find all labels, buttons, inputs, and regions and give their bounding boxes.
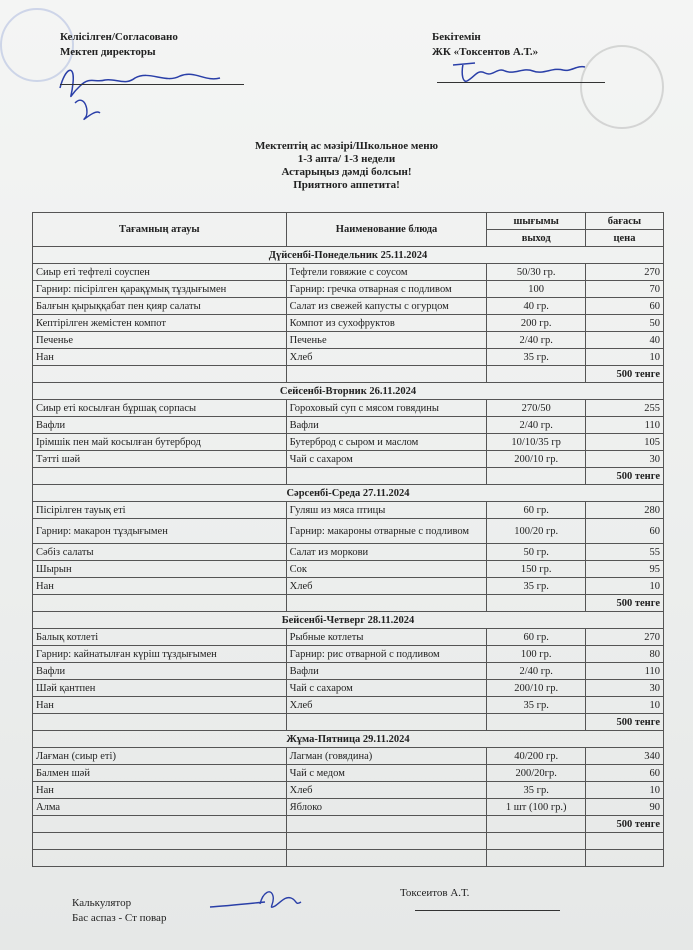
dish-price: 55 (585, 544, 663, 561)
dish-name-kz: Балмен шәй (33, 765, 287, 782)
approval-right-line1: Бекітемін (432, 31, 481, 43)
dish-name-kz: Балық котлеті (33, 629, 287, 646)
header-price-kz: бағасы (585, 213, 663, 230)
dish-output: 2/40 гр. (487, 332, 585, 349)
menu-item-row (33, 578, 664, 595)
footer-left-line2: Бас аспаз - Ст повар (72, 912, 167, 924)
dish-output: 2/40 гр. (487, 417, 585, 434)
total-empty-cell (487, 366, 585, 383)
total-empty-cell (487, 468, 585, 485)
empty-cell (33, 833, 287, 850)
dish-price: 70 (585, 281, 663, 298)
dish-output: 270/50 (487, 400, 585, 417)
dish-price: 280 (585, 502, 663, 519)
dish-output: 35 гр. (487, 782, 585, 799)
menu-body (33, 247, 664, 867)
dish-name-kz: Сиыр еті косылған бұршақ сорпасы (33, 400, 287, 417)
dish-price: 110 (585, 417, 663, 434)
dish-price: 80 (585, 646, 663, 663)
dish-price: 30 (585, 451, 663, 468)
header-dish-kz: Тағамның атауы (33, 213, 287, 247)
day-total: 500 тенге (585, 714, 663, 731)
total-empty-cell (286, 595, 487, 612)
total-empty-cell (487, 816, 585, 833)
dish-output: 60 гр. (487, 502, 585, 519)
dish-price: 10 (585, 349, 663, 366)
dish-name-ru: Хлеб (286, 697, 487, 714)
dish-name-kz: Сиыр еті тефтелі соуспен (33, 264, 287, 281)
dish-output: 40/200 гр. (487, 748, 585, 765)
menu-item-row (33, 680, 664, 697)
menu-item-row (33, 646, 664, 663)
dish-name-kz: Гарнир: пісірілген қарақұмық тұздығымен (33, 281, 287, 298)
dish-price: 270 (585, 629, 663, 646)
menu-item-row (33, 264, 664, 281)
director-signature-line (60, 84, 244, 85)
cook-signature (205, 882, 305, 917)
dish-name-ru: Вафли (286, 417, 487, 434)
menu-item-row (33, 400, 664, 417)
dish-price: 10 (585, 697, 663, 714)
menu-item-row (33, 544, 664, 561)
title-line2: 1-3 апта/ 1-3 недели (297, 153, 396, 165)
approval-left-line2: Мектеп директоры (60, 46, 156, 58)
menu-item-row (33, 298, 664, 315)
dish-price: 60 (585, 765, 663, 782)
day-total-row (33, 714, 664, 731)
menu-item-row (33, 502, 664, 519)
dish-price: 60 (585, 519, 663, 544)
footer-left (72, 896, 166, 926)
title-line4: Приятного аппетита! (293, 179, 400, 191)
dish-name-ru: Гарнир: гречка отварная с подливом (286, 281, 487, 298)
dish-output: 60 гр. (487, 629, 585, 646)
dish-price: 105 (585, 434, 663, 451)
dish-name-ru: Рыбные котлеты (286, 629, 487, 646)
dish-name-kz: Вафли (33, 417, 287, 434)
menu-title (0, 140, 693, 192)
dish-output: 35 гр. (487, 697, 585, 714)
day-header-row (33, 485, 664, 502)
dish-output: 150 гр. (487, 561, 585, 578)
dish-price: 60 (585, 298, 663, 315)
header-price-ru: цена (585, 230, 663, 247)
day-header-row (33, 247, 664, 264)
dish-price: 95 (585, 561, 663, 578)
day-title: Жұма-Пятница 29.11.2024 (33, 731, 664, 748)
total-empty-cell (33, 468, 287, 485)
total-empty-cell (33, 595, 287, 612)
dish-output: 35 гр. (487, 349, 585, 366)
dish-name-kz: Печенье (33, 332, 287, 349)
dish-name-ru: Хлеб (286, 578, 487, 595)
approver-signature (445, 55, 605, 90)
dish-name-kz: Нан (33, 782, 287, 799)
dish-price: 255 (585, 400, 663, 417)
header-dish-ru: Наименование блюда (286, 213, 487, 247)
dish-name-ru: Тефтели говяжие с соусом (286, 264, 487, 281)
dish-name-kz: Нан (33, 578, 287, 595)
dish-name-kz: Сәбіз салаты (33, 544, 287, 561)
dish-price: 10 (585, 782, 663, 799)
dish-output: 1 шт (100 гр.) (487, 799, 585, 816)
dish-name-ru: Чай с медом (286, 765, 487, 782)
dish-name-ru: Чай с сахаром (286, 451, 487, 468)
dish-name-kz: Алма (33, 799, 287, 816)
empty-cell (585, 850, 663, 867)
title-line1: Мектептің ас мәзірі/Школьное меню (254, 140, 439, 152)
dish-output: 100 (487, 281, 585, 298)
menu-item-row (33, 434, 664, 451)
dish-output: 200/10 гр. (487, 451, 585, 468)
day-total-row (33, 468, 664, 485)
dish-price: 270 (585, 264, 663, 281)
menu-item-row (33, 332, 664, 349)
empty-cell (286, 833, 487, 850)
total-empty-cell (286, 816, 487, 833)
dish-output: 100/20 гр. (487, 519, 585, 544)
dish-name-kz: Шәй қантпен (33, 680, 287, 697)
day-title: Дүйсенбі-Понедельник 25.11.2024 (33, 247, 664, 264)
empty-cell (487, 850, 585, 867)
dish-output: 200 гр. (487, 315, 585, 332)
dish-name-kz: Гарнир: макарон тұздығымен (33, 519, 287, 544)
dish-output: 50 гр. (487, 544, 585, 561)
dish-name-ru: Сок (286, 561, 487, 578)
total-empty-cell (286, 468, 487, 485)
menu-item-row (33, 663, 664, 680)
day-header-row (33, 731, 664, 748)
dish-name-kz: Шырын (33, 561, 287, 578)
dish-name-ru: Гороховый суп с мясом говядины (286, 400, 487, 417)
footer-left-line1: Калькулятор (72, 897, 132, 909)
dish-name-kz: Кептірілген жемістен компот (33, 315, 287, 332)
dish-price: 340 (585, 748, 663, 765)
dish-name-kz: Нан (33, 349, 287, 366)
dish-name-kz: Лағман (сиыр еті) (33, 748, 287, 765)
dish-price: 30 (585, 680, 663, 697)
dish-name-kz: Балғын қырыққабат пен қияр салаты (33, 298, 287, 315)
dish-output: 200/10 гр. (487, 680, 585, 697)
empty-cell (487, 833, 585, 850)
empty-cell (33, 850, 287, 867)
dish-name-ru: Яблоко (286, 799, 487, 816)
approval-right-line2: ЖК «Токсентов А.Т.» (432, 46, 539, 58)
empty-cell (286, 850, 487, 867)
dish-price: 110 (585, 663, 663, 680)
dish-name-ru: Вафли (286, 663, 487, 680)
dish-name-kz: Тәтті шәй (33, 451, 287, 468)
menu-item-row (33, 349, 664, 366)
dish-name-ru: Чай с сахаром (286, 680, 487, 697)
dish-name-kz: Гарнир: кайнатылған күріш тұздығымен (33, 646, 287, 663)
dish-name-ru: Гарнир: макароны отварные с подливом (286, 519, 487, 544)
dish-output: 10/10/35 гр (487, 434, 585, 451)
dish-name-ru: Салат из свежей капусты с огурцом (286, 298, 487, 315)
day-title: Сейсенбі-Вторник 26.11.2024 (33, 383, 664, 400)
dish-name-kz: Вафли (33, 663, 287, 680)
menu-item-row (33, 451, 664, 468)
dish-name-kz: Нан (33, 697, 287, 714)
dish-output: 40 гр. (487, 298, 585, 315)
day-total: 500 тенге (585, 468, 663, 485)
dish-name-ru: Лагман (говядина) (286, 748, 487, 765)
total-empty-cell (286, 366, 487, 383)
day-total: 500 тенге (585, 816, 663, 833)
dish-price: 90 (585, 799, 663, 816)
dish-name-kz: Пісірілген тауық еті (33, 502, 287, 519)
dish-name-kz: Ірімшік пен май косылған бутерброд (33, 434, 287, 451)
dish-name-ru: Хлеб (286, 349, 487, 366)
approver-signature-line (437, 82, 605, 83)
header-output-ru: выход (487, 230, 585, 247)
approval-left (60, 30, 178, 60)
day-total-row (33, 595, 664, 612)
menu-item-row (33, 748, 664, 765)
menu-table (32, 212, 664, 867)
dish-output: 2/40 гр. (487, 663, 585, 680)
dish-name-ru: Гарнир: рис отварной с подливом (286, 646, 487, 663)
day-header-row (33, 383, 664, 400)
day-total-row (33, 816, 664, 833)
total-empty-cell (286, 714, 487, 731)
empty-row (33, 833, 664, 850)
dish-name-ru: Печенье (286, 332, 487, 349)
total-empty-cell (33, 816, 287, 833)
empty-row (33, 850, 664, 867)
dish-output: 35 гр. (487, 578, 585, 595)
menu-item-row (33, 782, 664, 799)
title-line3: Астарыңыз дәмді болсын! (281, 166, 412, 178)
menu-item-row (33, 281, 664, 298)
total-empty-cell (487, 714, 585, 731)
header-output-kz: шығымы (487, 213, 585, 230)
menu-item-row (33, 697, 664, 714)
director-signature (55, 58, 255, 128)
menu-item-row (33, 561, 664, 578)
total-empty-cell (33, 714, 287, 731)
dish-name-ru: Гуляш из мяса птицы (286, 502, 487, 519)
menu-item-row (33, 417, 664, 434)
menu-item-row (33, 765, 664, 782)
day-title: Бейсенбі-Четверг 28.11.2024 (33, 612, 664, 629)
dish-price: 50 (585, 315, 663, 332)
dish-name-ru: Компот из сухофруктов (286, 315, 487, 332)
dish-price: 10 (585, 578, 663, 595)
total-empty-cell (487, 595, 585, 612)
dish-name-ru: Хлеб (286, 782, 487, 799)
day-total-row (33, 366, 664, 383)
dish-output: 200/20гр. (487, 765, 585, 782)
dish-price: 40 (585, 332, 663, 349)
dish-output: 100 гр. (487, 646, 585, 663)
day-header-row (33, 612, 664, 629)
day-title: Сәрсенбі-Среда 27.11.2024 (33, 485, 664, 502)
footer-right-name: Токсеитов А.Т. (400, 887, 470, 899)
total-empty-cell (33, 366, 287, 383)
dish-name-ru: Салат из моркови (286, 544, 487, 561)
menu-item-row (33, 629, 664, 646)
empty-cell (585, 833, 663, 850)
menu-item-row (33, 315, 664, 332)
dish-output: 50/30 гр. (487, 264, 585, 281)
dish-name-ru: Бутерброд с сыром и маслом (286, 434, 487, 451)
footer-right-line (415, 910, 560, 911)
day-total: 500 тенге (585, 366, 663, 383)
approval-left-line1: Келісілген/Согласовано (60, 31, 178, 43)
menu-item-row (33, 519, 664, 544)
menu-item-row (33, 799, 664, 816)
day-total: 500 тенге (585, 595, 663, 612)
